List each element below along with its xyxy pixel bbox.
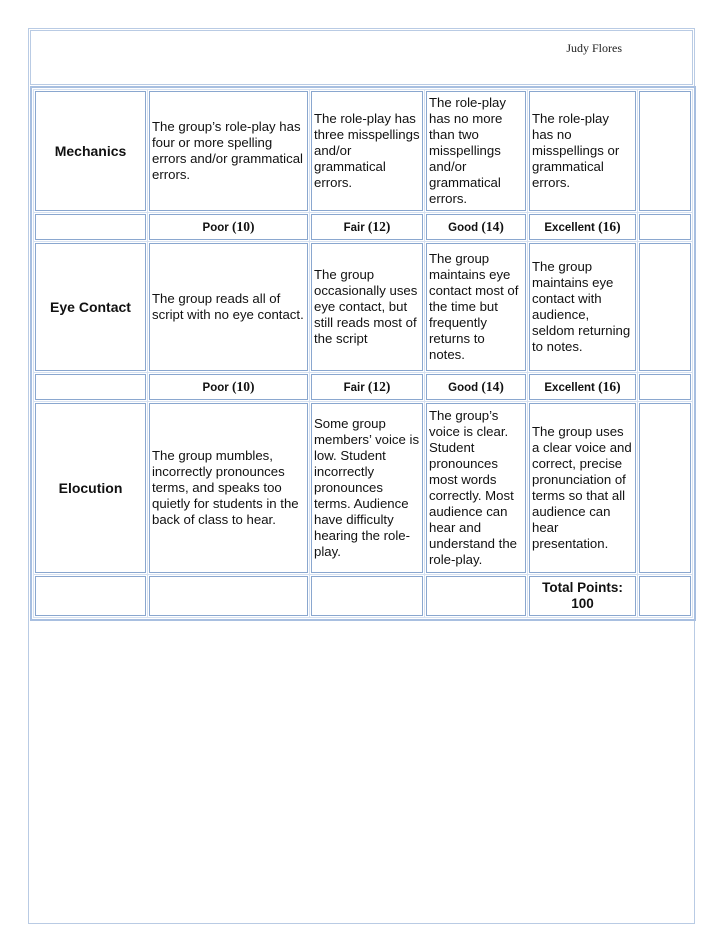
- level-poor-2: [149, 374, 308, 400]
- eye-contact-poor: The group reads all of script with no eye contact.: [149, 243, 308, 371]
- total-blank-5: [639, 576, 691, 616]
- level-excellent-2: [529, 374, 636, 400]
- level-fair-2-label: Fair: [343, 381, 365, 394]
- level-good-2-points: (14): [481, 378, 504, 394]
- mechanics-extra: [639, 91, 691, 211]
- level-excellent-2-label: Excellent: [544, 381, 595, 394]
- elocution-fair: Some group members’ voice is low. Student incorrectly pronounces terms. Audience have difficulty hearing the role-play.: [311, 403, 423, 573]
- level-poor-2-points: (10): [231, 378, 255, 394]
- category-eye-contact: Eye Contact: [35, 243, 146, 371]
- rubric-levels-row-1: [35, 214, 691, 240]
- category-mechanics: Mechanics: [35, 91, 146, 211]
- mechanics-poor: The group’s role-play has four or more spelling errors and/or grammatical errors.: [149, 91, 308, 211]
- level-good-1-label: Good: [448, 221, 479, 234]
- levels-2-blank: [35, 374, 146, 400]
- level-good-2-label: Good: [448, 381, 479, 394]
- category-elocution: Elocution: [35, 403, 146, 573]
- level-excellent-1: [529, 214, 636, 240]
- total-points-label: Total Points:: [542, 580, 623, 595]
- level-excellent-1-points: (16): [598, 218, 621, 234]
- mechanics-excellent: The role-play has no misspellings or grammatical errors.: [529, 91, 636, 211]
- level-fair-1-points: (12): [367, 218, 391, 234]
- eye-contact-fair: The group occasionally uses eye contact, but still reads most of the script: [311, 243, 423, 371]
- levels-2-extra: [639, 374, 691, 400]
- total-points-value: 100: [571, 596, 594, 611]
- total-blank-4: [426, 576, 526, 616]
- level-excellent-1-label: Excellent: [544, 221, 595, 234]
- level-fair-1: [311, 214, 423, 240]
- rubric-levels-row-2: [35, 374, 691, 400]
- levels-1-blank: [35, 214, 146, 240]
- level-good-1-points: (14): [481, 218, 504, 234]
- level-fair-2: [311, 374, 423, 400]
- level-poor-1-label: Poor: [202, 221, 229, 234]
- level-poor-1: [149, 214, 308, 240]
- rubric-row-mechanics: [35, 91, 691, 211]
- eye-contact-excellent: The group maintains eye contact with audience, seldom returning to notes.: [529, 243, 636, 371]
- level-poor-1-points: (10): [231, 218, 255, 234]
- total-blank-1: [35, 576, 146, 616]
- level-fair-2-points: (12): [367, 378, 391, 394]
- level-excellent-2-points: (16): [598, 378, 621, 394]
- level-good-1: [426, 214, 526, 240]
- total-blank-2: [149, 576, 308, 616]
- header-box: [30, 30, 693, 85]
- level-good-2: [426, 374, 526, 400]
- level-poor-2-label: Poor: [202, 381, 229, 394]
- elocution-good: The group’s voice is clear. Student pronounces most words correctly. Most audience can hear and understand the role-play.: [426, 403, 526, 573]
- rubric-table: [30, 86, 696, 621]
- elocution-extra: [639, 403, 691, 573]
- eye-contact-good: The group maintains eye contact most of the time but frequently returns to notes.: [426, 243, 526, 371]
- total-points: [529, 576, 636, 616]
- total-blank-3: [311, 576, 423, 616]
- elocution-poor: The group mumbles, incorrectly pronounces terms, and speaks too quietly for students in the back of class to hear.: [149, 403, 308, 573]
- mechanics-good: The role-play has no more than two misspellings and/or grammatical errors.: [426, 91, 526, 211]
- rubric-row-eye-contact: [35, 243, 691, 371]
- rubric-row-elocution: [35, 403, 691, 573]
- mechanics-fair: The role-play has three misspellings and/or grammatical errors.: [311, 91, 423, 211]
- author-name: Judy Flores: [566, 41, 622, 55]
- levels-1-extra: [639, 214, 691, 240]
- rubric-row-total: [35, 576, 691, 616]
- eye-contact-extra: [639, 243, 691, 371]
- elocution-excellent: The group uses a clear voice and correct, precise pronunciation of terms so that all audience can hear presentation.: [529, 403, 636, 573]
- level-fair-1-label: Fair: [343, 221, 365, 234]
